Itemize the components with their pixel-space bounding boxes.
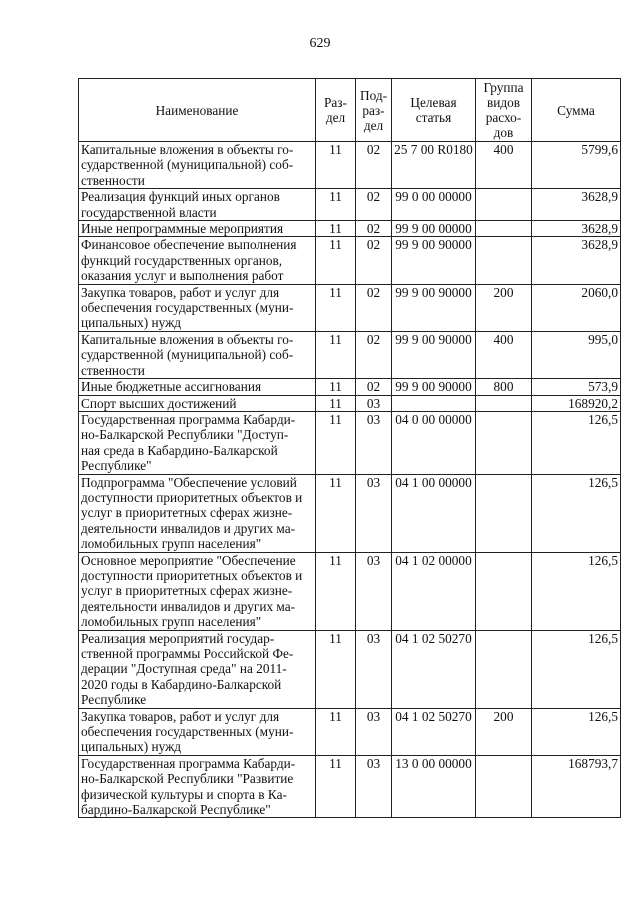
row-subsection: 03 xyxy=(356,411,392,474)
table-body xyxy=(79,142,621,818)
row-section: 11 xyxy=(316,237,356,284)
table-row xyxy=(79,379,621,395)
row-name: Закупка товаров, работ и услуг для обеспечения государственных (муни- ципальных) нужд xyxy=(79,284,316,331)
table-row xyxy=(79,552,621,630)
row-group xyxy=(476,237,532,284)
row-section: 11 xyxy=(316,708,356,755)
row-sum: 126,5 xyxy=(532,552,621,630)
row-target: 25 7 00 R0180 xyxy=(392,142,476,189)
row-group xyxy=(476,755,532,818)
row-sum: 126,5 xyxy=(532,474,621,552)
row-name: Реализация функций иных органов государственной власти xyxy=(79,189,316,221)
row-target: 13 0 00 00000 xyxy=(392,755,476,818)
row-group xyxy=(476,189,532,221)
row-group xyxy=(476,395,532,411)
row-subsection: 02 xyxy=(356,189,392,221)
row-sum: 573,9 xyxy=(532,379,621,395)
row-sum: 126,5 xyxy=(532,411,621,474)
header-section: Раз- дел xyxy=(316,79,356,142)
row-section: 11 xyxy=(316,379,356,395)
row-target: 04 1 02 00000 xyxy=(392,552,476,630)
row-subsection: 02 xyxy=(356,142,392,189)
row-name: Капитальные вложения в объекты го- сударственной (муниципальной) соб- ственности xyxy=(79,331,316,378)
row-sum: 168920,2 xyxy=(532,395,621,411)
row-name: Основное мероприятие "Обеспечение доступности приоритетных объектов и услуг в приоритетных сферах жизне- деятельности инвалидов и других ма- ломобильных групп населения" xyxy=(79,552,316,630)
row-subsection: 02 xyxy=(356,379,392,395)
row-subsection: 02 xyxy=(356,284,392,331)
page-number: 629 xyxy=(309,36,331,51)
row-section: 11 xyxy=(316,630,356,708)
row-sum: 3628,9 xyxy=(532,221,621,237)
table-row xyxy=(79,411,621,474)
row-sum: 126,5 xyxy=(532,630,621,708)
header-target: Целевая статья xyxy=(392,79,476,142)
row-sum: 2060,0 xyxy=(532,284,621,331)
row-target: 04 1 02 50270 xyxy=(392,630,476,708)
row-name: Реализация мероприятий государ- ственной программы Российской Фе- дерации "Доступная среда" на 2011- 2020 годы в Кабардино-Балкарской Республике xyxy=(79,630,316,708)
table-header xyxy=(79,79,621,142)
budget-table xyxy=(78,78,621,818)
row-subsection: 03 xyxy=(356,708,392,755)
row-target: 99 9 00 90000 xyxy=(392,379,476,395)
row-target: 99 0 00 00000 xyxy=(392,189,476,221)
row-target: 99 9 00 90000 xyxy=(392,284,476,331)
row-target: 99 9 00 00000 xyxy=(392,221,476,237)
row-subsection: 03 xyxy=(356,395,392,411)
row-group: 400 xyxy=(476,331,532,378)
row-target: 99 9 00 90000 xyxy=(392,331,476,378)
row-sum: 168793,7 xyxy=(532,755,621,818)
row-target: 04 1 00 00000 xyxy=(392,474,476,552)
table-row xyxy=(79,708,621,755)
table-row xyxy=(79,755,621,818)
row-name: Финансовое обеспечение выполнения функций государственных органов, оказания услуг и выполнения работ xyxy=(79,237,316,284)
row-group xyxy=(476,411,532,474)
row-group xyxy=(476,552,532,630)
row-section: 11 xyxy=(316,331,356,378)
row-name: Государственная программа Кабарди- но-Балкарской Республики "Развитие физической культуры и спорта в Ка- бардино-Балкарской Республике" xyxy=(79,755,316,818)
row-sum: 3628,9 xyxy=(532,237,621,284)
row-subsection: 03 xyxy=(356,552,392,630)
row-section: 11 xyxy=(316,189,356,221)
row-subsection: 02 xyxy=(356,237,392,284)
table-row xyxy=(79,284,621,331)
row-section: 11 xyxy=(316,221,356,237)
table-row xyxy=(79,237,621,284)
row-name: Закупка товаров, работ и услуг для обеспечения государственных (муни- ципальных) нужд xyxy=(79,708,316,755)
row-group xyxy=(476,474,532,552)
table-row xyxy=(79,474,621,552)
row-sum: 126,5 xyxy=(532,708,621,755)
row-name: Спорт высших достижений xyxy=(79,395,316,411)
row-section: 11 xyxy=(316,395,356,411)
row-group xyxy=(476,630,532,708)
row-subsection: 03 xyxy=(356,755,392,818)
row-sum: 3628,9 xyxy=(532,189,621,221)
row-sum: 5799,6 xyxy=(532,142,621,189)
row-name: Государственная программа Кабарди- но-Балкарской Республики "Доступ- ная среда в Кабардино-Балкарской Республике" xyxy=(79,411,316,474)
table-row xyxy=(79,142,621,189)
header-subsection: Под- раз- дел xyxy=(356,79,392,142)
table-row xyxy=(79,189,621,221)
row-target: 04 0 00 00000 xyxy=(392,411,476,474)
row-target xyxy=(392,395,476,411)
row-section: 11 xyxy=(316,474,356,552)
row-group: 200 xyxy=(476,708,532,755)
table-row xyxy=(79,630,621,708)
header-sum: Сумма xyxy=(532,79,621,142)
row-group: 800 xyxy=(476,379,532,395)
row-section: 11 xyxy=(316,755,356,818)
table-row xyxy=(79,331,621,378)
row-section: 11 xyxy=(316,284,356,331)
row-section: 11 xyxy=(316,552,356,630)
row-subsection: 02 xyxy=(356,221,392,237)
row-sum: 995,0 xyxy=(532,331,621,378)
row-group xyxy=(476,221,532,237)
table-row xyxy=(79,221,621,237)
row-group: 200 xyxy=(476,284,532,331)
row-subsection: 03 xyxy=(356,474,392,552)
row-subsection: 03 xyxy=(356,630,392,708)
row-name: Иные непрограммные мероприятия xyxy=(79,221,316,237)
row-section: 11 xyxy=(316,142,356,189)
row-section: 11 xyxy=(316,411,356,474)
header-group: Группа видов расхо- дов xyxy=(476,79,532,142)
row-name: Подпрограмма "Обеспечение условий доступности приоритетных объектов и услуг в приоритетных сферах жизне- деятельности инвалидов и других ма- ломобильных групп населения" xyxy=(79,474,316,552)
header-row xyxy=(79,79,621,142)
row-subsection: 02 xyxy=(356,331,392,378)
header-name: Наименование xyxy=(79,79,316,142)
row-target: 99 9 00 90000 xyxy=(392,237,476,284)
row-name: Иные бюджетные ассигнования xyxy=(79,379,316,395)
table-row xyxy=(79,395,621,411)
row-name: Капитальные вложения в объекты го- сударственной (муниципальной) соб- ственности xyxy=(79,142,316,189)
row-target: 04 1 02 50270 xyxy=(392,708,476,755)
row-group: 400 xyxy=(476,142,532,189)
